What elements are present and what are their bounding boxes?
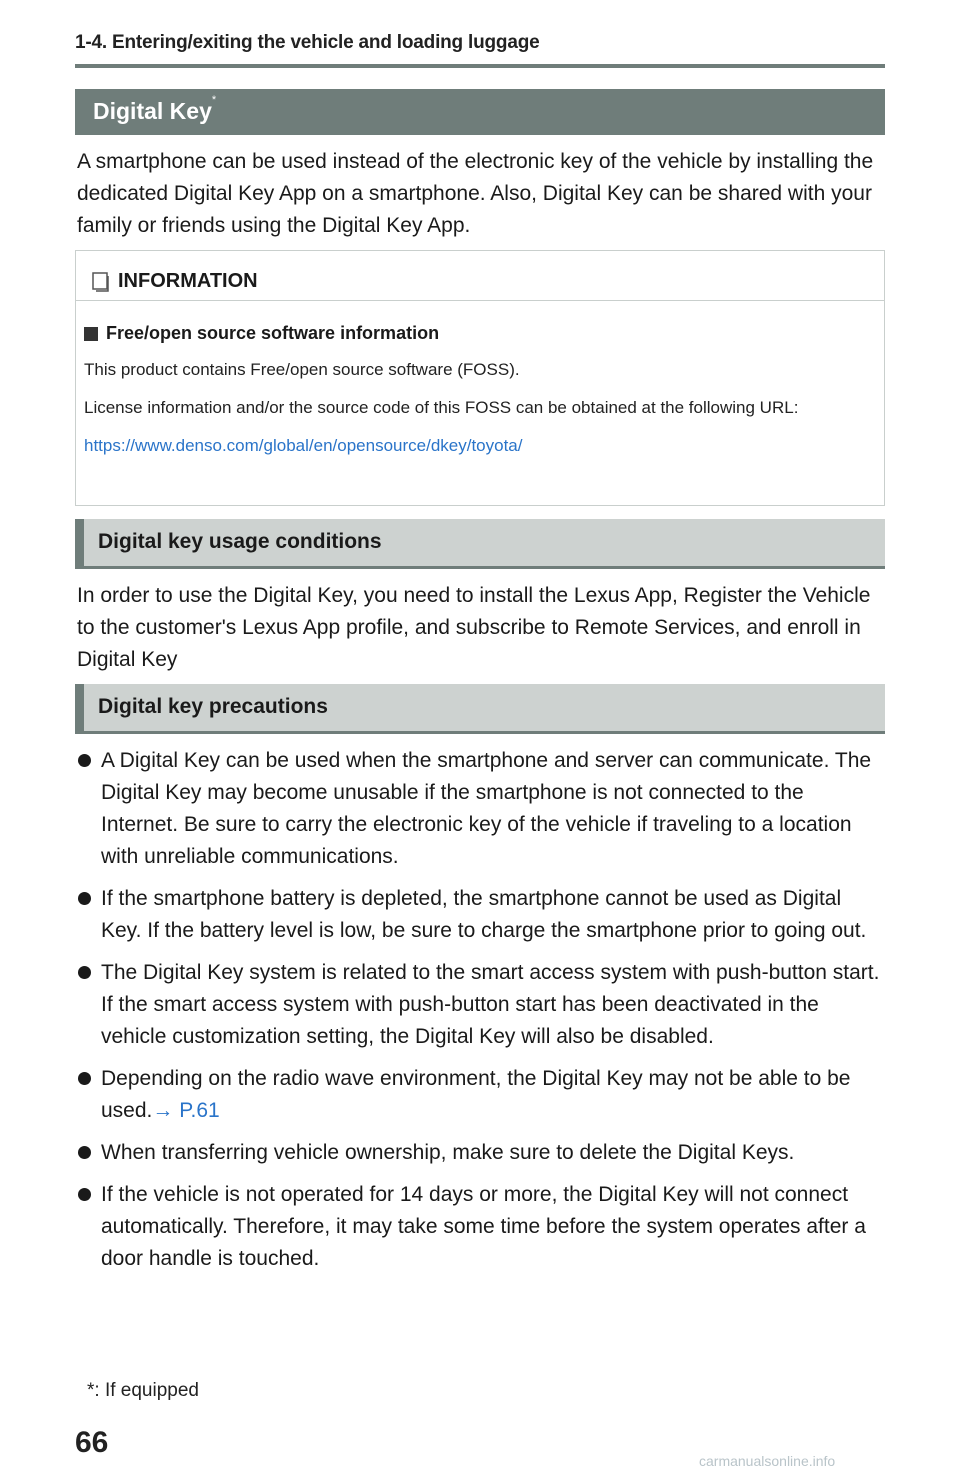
page-number: 66 bbox=[75, 1426, 109, 1459]
information-line-2: License information and/or the source code of this FOSS can be obtained at the following URL: bbox=[84, 398, 799, 417]
section-usage-conditions: Digital key usage conditions bbox=[75, 519, 885, 569]
list-item-text: If the vehicle is not operated for 14 days or more, the Digital Key will not connect automatically. Therefore, it may take some time before the system operates after a door handle is touched. bbox=[101, 1183, 866, 1270]
bullet-dot-icon bbox=[78, 966, 91, 979]
bullet-dot-icon bbox=[78, 1146, 91, 1159]
running-header: 1-4. Entering/exiting the vehicle and loading luggage bbox=[75, 32, 540, 53]
square-bullet-icon bbox=[84, 327, 98, 341]
information-subheading bbox=[84, 323, 884, 344]
intro-paragraph: A smartphone can be used instead of the electronic key of the vehicle by installing the dedicated Digital Key App on a smartphone. Also, Digital Key can be shared with your family or friends using the Digital Key App. bbox=[77, 150, 874, 237]
equipped-marker: * bbox=[211, 94, 217, 106]
information-box bbox=[75, 250, 885, 506]
page-reference-link[interactable]: → P.61 bbox=[152, 1099, 220, 1122]
list-item-text: When transferring vehicle ownership, make sure to delete the Digital Keys. bbox=[101, 1141, 795, 1164]
footnote: *: If equipped bbox=[87, 1380, 199, 1401]
information-body bbox=[76, 301, 884, 460]
list-item bbox=[76, 883, 886, 947]
list-item bbox=[76, 957, 886, 1053]
information-heading: INFORMATION bbox=[118, 270, 258, 292]
watermark: carmanualsonline.info bbox=[699, 1453, 836, 1469]
list-item bbox=[76, 745, 886, 873]
information-subheading-text: Free/open source software information bbox=[106, 323, 440, 343]
list-item bbox=[76, 1179, 886, 1275]
bullet-dot-icon bbox=[78, 1072, 91, 1085]
bullet-dot-icon bbox=[78, 1188, 91, 1201]
list-item-text: Depending on the radio wave environment, the Digital Key may not be able to be used. bbox=[101, 1067, 851, 1122]
section-title-digital-key bbox=[75, 89, 885, 135]
list-item-text: A Digital Key can be used when the smartphone and server can communicate. The Digital Key may become unusable if the smartphone is not connected to the Internet. Be sure to carry the electronic key of the vehicle if traveling to a location with unreliable communications. bbox=[101, 749, 872, 868]
list-item bbox=[76, 1063, 886, 1127]
note-icon bbox=[92, 272, 110, 292]
header-rule bbox=[75, 64, 885, 68]
list-item bbox=[76, 1137, 886, 1169]
list-item-text: The Digital Key system is related to the smart access system with push-button start. If the smart access system with push-button start has been deactivated in the vehicle customization setting, the Digital Key will also be disabled. bbox=[101, 961, 880, 1048]
information-line-1: This product contains Free/open source software (FOSS). bbox=[84, 360, 520, 379]
precautions-list bbox=[76, 745, 886, 1285]
information-header bbox=[76, 251, 884, 301]
list-item-text: If the smartphone battery is depleted, the smartphone cannot be used as Digital Key. If the battery level is low, be sure to charge the smartphone prior to going out. bbox=[101, 887, 867, 942]
foss-url-link[interactable]: https://www.denso.com/global/en/opensource/dkey/toyota/ bbox=[84, 436, 523, 455]
section-title-text: Digital Key bbox=[93, 98, 212, 124]
section-precautions: Digital key precautions bbox=[75, 684, 885, 734]
usage-paragraph: In order to use the Digital Key, you need to install the Lexus App, Register the Vehicle to the customer's Lexus App profile, and subscribe to Remote Services, and enroll in Digital Key bbox=[77, 584, 871, 671]
bullet-dot-icon bbox=[78, 892, 91, 905]
bullet-dot-icon bbox=[78, 754, 91, 767]
